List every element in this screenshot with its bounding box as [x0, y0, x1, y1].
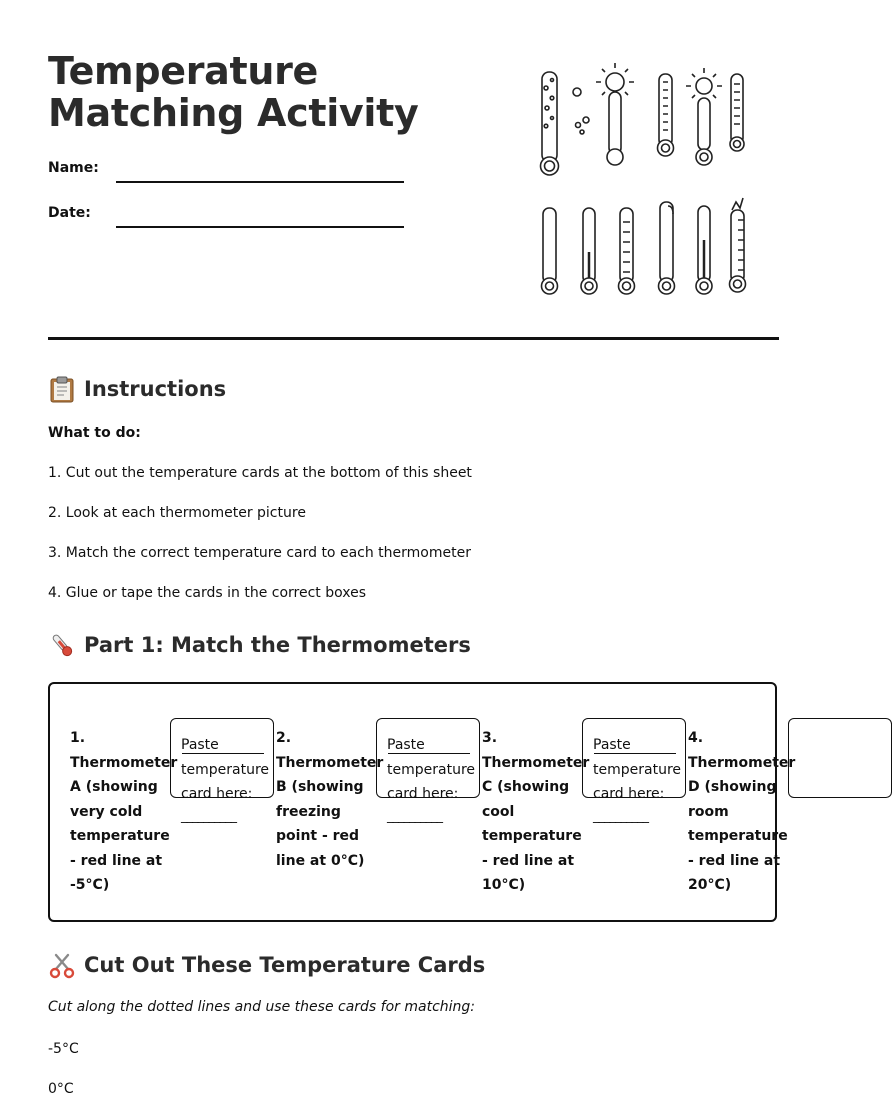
- paste-box-c[interactable]: [582, 718, 686, 802]
- thermometer-drawing-4: [686, 68, 722, 165]
- thermometer-drawing-9: [659, 202, 675, 294]
- temperature-card-1: -5°C: [48, 1041, 79, 1057]
- thermometer-drawing-10: [696, 206, 712, 294]
- cards-heading: [48, 951, 485, 979]
- instructions-heading: [48, 375, 226, 403]
- paste-box-text: Paste temperature card here:: [593, 737, 681, 802]
- thermometer-drawing-8: [619, 208, 635, 294]
- paste-blank-a: __________: [181, 809, 236, 824]
- thermometer-drawing-1: [541, 72, 559, 175]
- name-line: [116, 181, 404, 183]
- thermometer-b-label: 2. Thermometer B (showing freezing point - red line at 0°C): [276, 730, 384, 869]
- instruction-step-4: 4. Glue or tape the cards in the correct boxes: [48, 585, 367, 601]
- bubbles-drawing: [573, 88, 589, 134]
- cards-instruction: Cut along the dotted lines and use these cards for matching:: [48, 999, 476, 1015]
- thermometer-c-label: 3. Thermometer C (showing cool temperature - red line at 10°C): [482, 730, 590, 893]
- paste-box-text: Paste temperature card here:: [181, 737, 269, 802]
- matching-box: [48, 682, 796, 922]
- part1-heading: [48, 631, 471, 659]
- paste-blank-c: __________: [593, 809, 648, 824]
- paste-box-a[interactable]: [170, 718, 274, 802]
- paste-box-divider: [182, 753, 264, 754]
- paste-blank-b: __________: [387, 809, 442, 824]
- thermometer-drawing-7: [581, 208, 597, 294]
- scissors-icon: [48, 951, 76, 979]
- instruction-step-1: 1. Cut out the temperature cards at the bottom of this sheet: [48, 465, 472, 481]
- what-to-do-label: What to do:: [48, 425, 141, 441]
- thermometer-d-label: 4. Thermometer D (showing room temperature - red line at 20°C): [688, 730, 796, 893]
- thermometer-a-label: 1. Thermometer A (showing very cold temperature - red line at -5°C): [70, 730, 178, 893]
- name-label: Name:: [48, 160, 99, 176]
- instructions-heading-text: Instructions: [84, 377, 227, 401]
- thermometer-icon: [48, 631, 76, 659]
- clipboard-icon: [48, 375, 76, 403]
- instruction-step-2: 2. Look at each thermometer picture: [48, 505, 306, 521]
- paste-box-d[interactable]: [788, 718, 892, 798]
- paste-box-b[interactable]: [376, 718, 480, 802]
- thermometer-drawing-5: [730, 74, 744, 151]
- thermometer-drawing-6: [542, 208, 558, 294]
- paste-box-divider: [594, 753, 676, 754]
- part1-heading-text: Part 1: Match the Thermometers: [84, 633, 471, 657]
- section-divider: [48, 337, 779, 340]
- thermometers-illustration: [528, 60, 758, 305]
- date-label: Date:: [48, 205, 91, 221]
- thermometer-drawing-11: [730, 198, 746, 292]
- instruction-step-3: 3. Match the correct temperature card to each thermometer: [48, 545, 471, 561]
- paste-box-divider: [388, 753, 470, 754]
- paste-box-text: Paste temperature card here:: [387, 737, 475, 802]
- thermometer-drawing-2: [596, 63, 634, 165]
- page-title: Temperature Matching Activity: [48, 49, 419, 135]
- thermometer-drawing-3: [658, 74, 674, 156]
- cards-heading-text: Cut Out These Temperature Cards: [84, 953, 486, 977]
- date-line: [116, 226, 404, 228]
- temperature-card-2: 0°C: [48, 1081, 74, 1097]
